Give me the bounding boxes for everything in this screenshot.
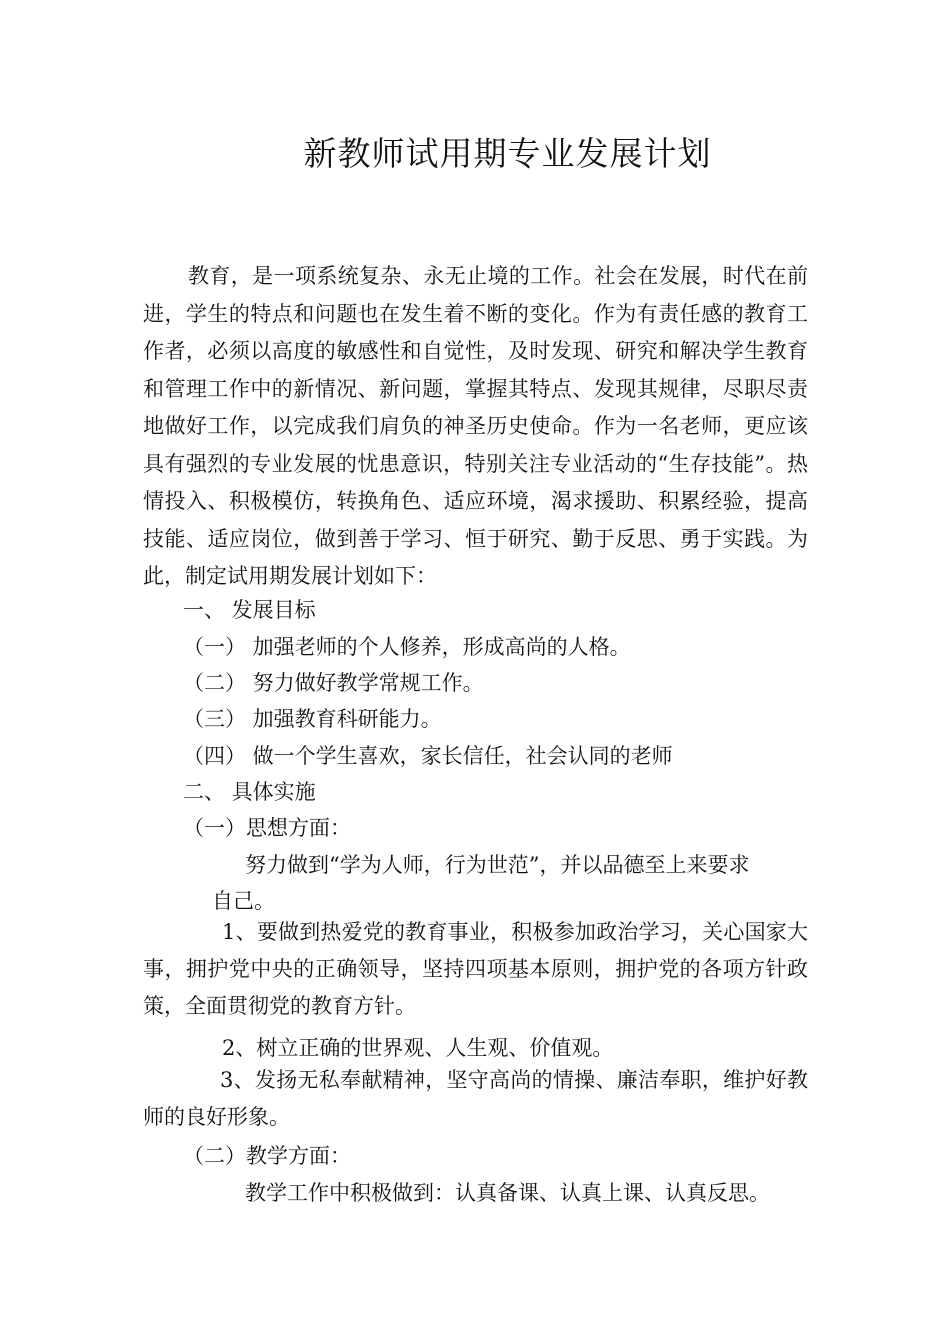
document-title: 新教师试用期专业发展计划 xyxy=(303,134,712,173)
ideology-lead-line-1: 努力做到“学为人师，行为世范”，并以品德至上来要求 xyxy=(245,853,750,877)
section-heading-implementation: 二、 具体实施 xyxy=(183,780,316,804)
ideology-item-1: 1、要做到热爱党的教育事业，积极参加政治学习，关心国家大事，拥护党中央的正确领导，坚持四项基本原则，拥护党的各项方针政策，全面贯彻党的教育方针。 xyxy=(143,920,808,1018)
ideology-item-3: 3、发扬无私奉献精神，坚守高尚的情操、廉洁奉职，维护好教师的良好形象。 xyxy=(143,1068,808,1129)
intro-paragraph: 教育，是一项系统复杂、永无止境的工作。社会在发展，时代在前进，学生的特点和问题也在发生着不断的变化。作为有责任感的教育工作者，必须以高度的敏感性和自觉性，及时发现、研究和解决学生教育和管理工作中的新情况、新问题，掌握其特点、发现其规律，尽职尽责地做好工作，以完成我们肩负的神圣历史使命。作为一名老师，更应该具有强烈的专业发展的忧患意识，特别关注专业活动的“生存技能”。热情投入、积极模仿，转换角色、适应环境，渴求援助、积累经验，提高技能、适应岗位，做到善于学习、恒于研究、勤于反思、勇于实践。为此，制定试用期发展计划如下： xyxy=(143,264,808,588)
ideology-lead-line-2: 自己。 xyxy=(212,889,275,913)
goal-item-2: （二） 努力做好教学常规工作。 xyxy=(183,671,484,695)
section-heading-goals: 一、 发展目标 xyxy=(183,598,316,622)
goal-item-1: （一） 加强老师的个人修养，形成高尚的人格。 xyxy=(183,635,631,659)
subsection-heading-teaching: （二）教学方面： xyxy=(183,1144,351,1168)
teaching-lead: 教学工作中积极做到：认真备课、认真上课、认真反思。 xyxy=(245,1181,770,1205)
goal-item-3: （三） 加强教育科研能力。 xyxy=(183,707,442,731)
ideology-item-2: 2、树立正确的世界观、人生观、价值观。 xyxy=(222,1036,614,1060)
subsection-heading-ideology: （一）思想方面： xyxy=(183,816,351,840)
goal-item-4: （四） 做一个学生喜欢，家长信任，社会认同的老师 xyxy=(183,744,673,768)
